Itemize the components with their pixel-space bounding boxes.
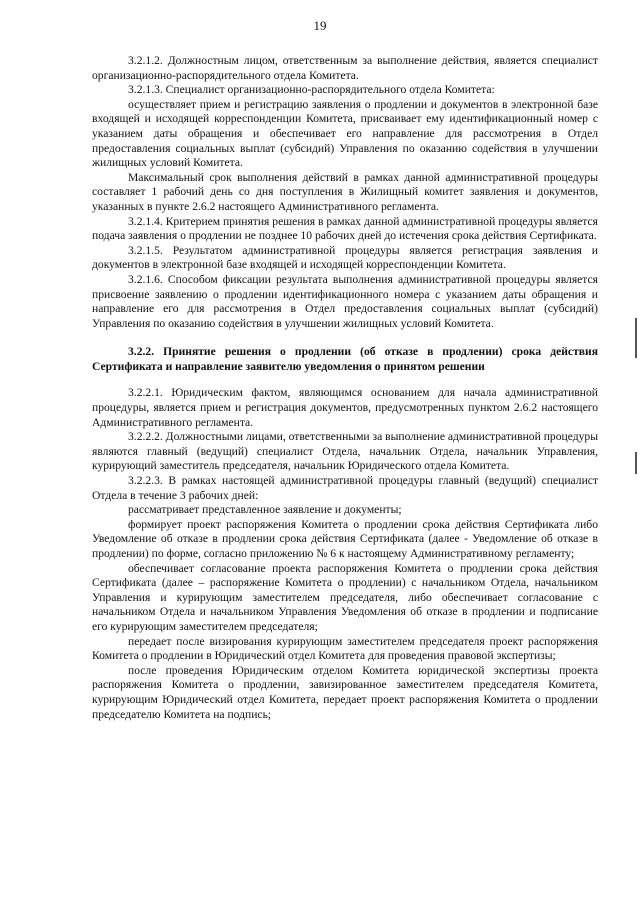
paragraph-max-term: Максимальный срок выполнения действий в рамках данной административной процедуры составляет 1 рабочий день со дня поступления в Жилищный комитет заявления и документов, указанных в пункте 2.6.2 настоящего Административного регламента. xyxy=(92,170,598,213)
paragraph-3-2-1-2: 3.2.1.2. Должностным лицом, ответственным за выполнение действия, является специалист организационно-распорядительного отдела Комитета. xyxy=(92,54,598,82)
scan-edge-mark xyxy=(635,452,637,474)
paragraph-3-2-1-4: 3.2.1.4. Критерием принятия решения в рамках данной административной процедуры является подача заявления о продлении не позднее 10 рабочих дней до истечения срока действия Сертификата. xyxy=(92,214,598,243)
paragraph-reviews: рассматривает представленное заявление и документы; xyxy=(128,503,402,517)
section-heading-3-2-2: 3.2.2. Принятие решения о продлении (об отказе в продлении) срока действия Сертификата и направление заявителю уведомления о принятом решении xyxy=(92,345,598,373)
paragraph-approval: обеспечивает согласование проекта распоряжения Комитета о продлении срока действия Сертификата (далее – распоряжение Комитета о продлении) с начальником Отдела, начальником Управления и курирующим заместителем председателя, либо обеспечивает согласование с начальником Отдела и начальником Управления Уведомления об отказе в продлении и подписание его курирующим заместителем председателя; xyxy=(92,561,598,633)
paragraph-3-2-1-3: 3.2.1.3. Специалист организационно-распорядительного отдела Комитета: xyxy=(128,83,495,97)
paragraph-3-2-1-6: 3.2.1.6. Способом фиксации результата выполнения административной процедуры является присвоение заявлению о продлении идентификационного номера с указанием даты обращения и направление его для рассмотрения в Отдел предоставления социальных выплат (субсидий) Управления по оказанию содействия в улучшении жилищных условий Комитета. xyxy=(92,272,598,330)
document-body xyxy=(92,54,598,722)
paragraph-forms-draft: формирует проект распоряжения Комитета о продлении срока действия Сертификата либо Уведомление об отказе в продлении срока действия Сертификата (далее - Уведомление об отказе в продлении) по форме, согласно приложению № 6 к настоящему Административному регламенту; xyxy=(92,517,598,560)
paragraph-transfers: передает после визирования курирующим заместителем председателя проект распоряжения Комитета о продлении в Юридический отдел Комитета для проведения правовой экспертизы; xyxy=(92,634,598,663)
paragraph-3-2-1-5: 3.2.1.5. Результатом административной процедуры является регистрация заявления и документов в электронной базе входящей и исходящей корреспонденции Комитета. xyxy=(92,243,598,272)
paragraph-after-expertise: после проведения Юридическим отделом Комитета юридической экспертизы проекта распоряжения Комитета о продлении, завизированное заместителем председателя Комитета, курирующим Юридический отдел Комитета, передает проект распоряжения Комитета о продлении председателю Комитета на подпись; xyxy=(92,663,598,721)
paragraph-registration: осуществляет прием и регистрацию заявления о продлении и документов в электронной базе входящей и исходящей корреспонденции Комитета, присваивает ему идентификационный номер с указанием даты обращения и обеспечивает его направление для рассмотрения в Отдел предоставления социальных выплат (субсидий) Управления по оказанию содействия в улучшении жилищных условий Комитета. xyxy=(92,97,598,170)
page-number: 19 xyxy=(313,18,327,33)
scan-edge-mark xyxy=(635,318,637,358)
paragraph-3-2-2-1: 3.2.2.1. Юридическим фактом, являющимся основанием для начала административной процедуры, является прием и регистрация документов, предусмотренных пунктом 2.6.2 настоящего Административного регламента. xyxy=(92,386,598,429)
paragraph-3-2-2-3: 3.2.2.3. В рамках настоящей административной процедуры главный (ведущий) специалист Отдела в течение 3 рабочих дней: xyxy=(92,474,598,502)
paragraph-3-2-2-2: 3.2.2.2. Должностными лицами, ответственными за выполнение административной процедуры являются главный (ведущий) специалист Отдела, начальник Отдела, начальник Управления, курирующий заместитель председателя, начальник Юридического отдела Комитета. xyxy=(92,430,598,473)
